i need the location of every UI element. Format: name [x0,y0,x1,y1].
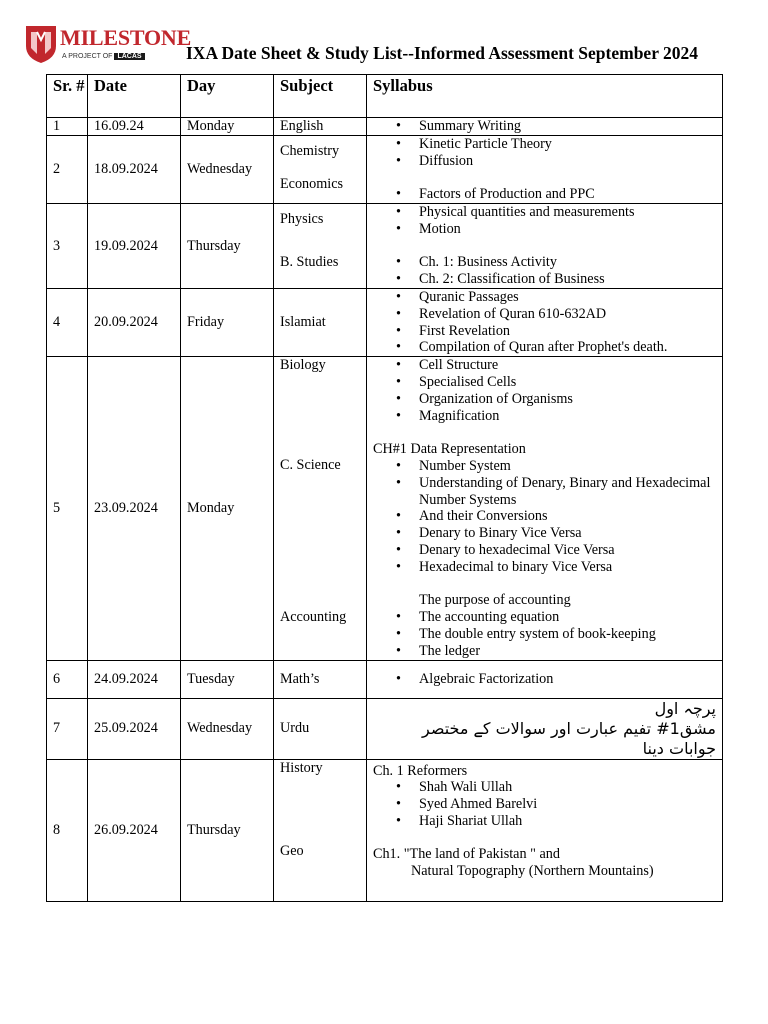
header-syllabus: Syllabus [367,75,723,118]
header-day: Day [181,75,274,118]
subject-cell: Math’s [274,660,367,698]
day-cell: Monday [181,118,274,136]
header-sr: Sr. # [47,75,88,118]
subject-cell: Islamiat [274,288,367,356]
subject-name: Geo [280,843,304,860]
page-header [0,0,768,72]
list-item: • Haji Shariat Ullah [373,813,722,830]
tagline-text: A PROJECT OF [62,53,113,60]
syllabus-cell [367,203,723,288]
brand-tagline [62,53,145,60]
table-row [47,759,723,901]
table-row [47,118,723,136]
sr-cell: 2 [47,135,88,203]
shield-logo-icon [24,24,58,64]
subject-name: B. Studies [280,253,339,270]
section-heading: The purpose of accounting [419,592,571,609]
urdu-line: مشق1# تفیم عبارت اور سوالات کے مختصر [422,718,716,738]
list-item: • Organization of Organisms [373,391,722,408]
urdu-line: جوابات دینا [642,738,716,758]
syllabus-cell [367,288,723,356]
subject-name: History [280,759,323,776]
day-cell: Thursday [181,759,274,901]
subject-cell [274,203,367,288]
table-row [47,203,723,288]
subject-cell [274,135,367,203]
list-item: • Ch. 1: Business Activity [373,254,722,271]
syllabus-cell [367,759,723,901]
table-row [47,660,723,698]
sr-cell: 3 [47,203,88,288]
subject-cell [274,759,367,901]
list-item: • Kinetic Particle Theory [373,136,722,153]
date-cell: 16.09.24 [88,118,181,136]
date-cell: 25.09.2024 [88,698,181,759]
sr-cell: 7 [47,698,88,759]
syllabus-cell [367,135,723,203]
sr-cell: 6 [47,660,88,698]
day-cell: Monday [181,357,274,660]
list-item: • Algebraic Factorization [373,671,722,688]
sr-cell: 5 [47,357,88,660]
table-row [47,698,723,759]
syllabus-cell [367,118,723,136]
list-item: • Quranic Passages [373,289,722,306]
sr-cell: 4 [47,288,88,356]
list-item: • Magnification [373,408,722,425]
subject-name: Physics [280,210,324,227]
geo-line: Natural Topography (Northern Mountains) [411,863,654,880]
list-item: • The ledger [373,643,722,660]
day-cell: Tuesday [181,660,274,698]
section-heading: CH#1 Data Representation [373,441,526,458]
subject-name: Accounting [280,608,347,625]
geo-line: Ch1. "The land of Pakistan " and [373,846,560,863]
date-cell: 20.09.2024 [88,288,181,356]
subject-cell [274,357,367,660]
subject-cell: Urdu [274,698,367,759]
section-heading: Ch. 1 Reformers [373,762,468,779]
list-item: • The accounting equation [373,609,722,626]
syllabus-cell [367,660,723,698]
syllabus-cell [367,357,723,660]
list-item: • Understanding of Denary, Binary and Hexadecimal Number Systems [373,475,722,509]
subject-name: C. Science [280,456,341,473]
tagline-mark: LACAS [114,53,144,60]
date-cell: 19.09.2024 [88,203,181,288]
list-item: • The double entry system of book-keeping [373,626,722,643]
sr-cell: 8 [47,759,88,901]
day-cell: Wednesday [181,135,274,203]
table-row [47,357,723,660]
date-cell: 18.09.2024 [88,135,181,203]
table-row [47,135,723,203]
header-date: Date [88,75,181,118]
sr-cell: 1 [47,118,88,136]
subject-name: Economics [280,175,344,192]
subject-cell: English [274,118,367,136]
day-cell: Wednesday [181,698,274,759]
day-cell: Friday [181,288,274,356]
date-cell: 24.09.2024 [88,660,181,698]
urdu-line: پرچہ اول [654,698,716,718]
list-item: • Motion [373,221,722,238]
list-item: • Ch. 2: Classification of Business [373,271,722,288]
day-cell: Thursday [181,203,274,288]
header-subject: Subject [274,75,367,118]
syllabus-cell-urdu [367,698,723,759]
list-item: • First Revelation [373,323,722,340]
list-item: • Physical quantities and measurements [373,204,722,221]
list-item: • And their Conversions [373,508,722,525]
subject-name: Chemistry [280,142,340,159]
list-item: • Summary Writing [373,118,722,135]
date-sheet-table [46,74,723,902]
document-title: IXA Date Sheet & Study List--Informed Assessment September 2024 [186,43,699,63]
header-row [47,75,723,118]
list-item: • Number System [373,458,722,475]
list-item: • Compilation of Quran after Prophet's death. [373,339,722,356]
list-item: • Diffusion [373,153,722,170]
subject-name: Biology [280,357,326,374]
list-item: • Revelation of Quran 610-632AD [373,306,722,323]
table-row [47,288,723,356]
list-item: • Denary to Binary Vice Versa [373,525,722,542]
list-item: • Factors of Production and PPC [373,186,722,203]
list-item: • Shah Wali Ullah [373,779,722,796]
date-cell: 23.09.2024 [88,357,181,660]
brand-name: MILESTONE [60,25,192,50]
date-cell: 26.09.2024 [88,759,181,901]
list-item: • Syed Ahmed Barelvi [373,796,722,813]
list-item: • Specialised Cells [373,374,722,391]
list-item: • Hexadecimal to binary Vice Versa [373,559,722,576]
list-item: • Denary to hexadecimal Vice Versa [373,542,722,559]
list-item: • Cell Structure [373,357,722,374]
milestone-logo [24,24,192,66]
